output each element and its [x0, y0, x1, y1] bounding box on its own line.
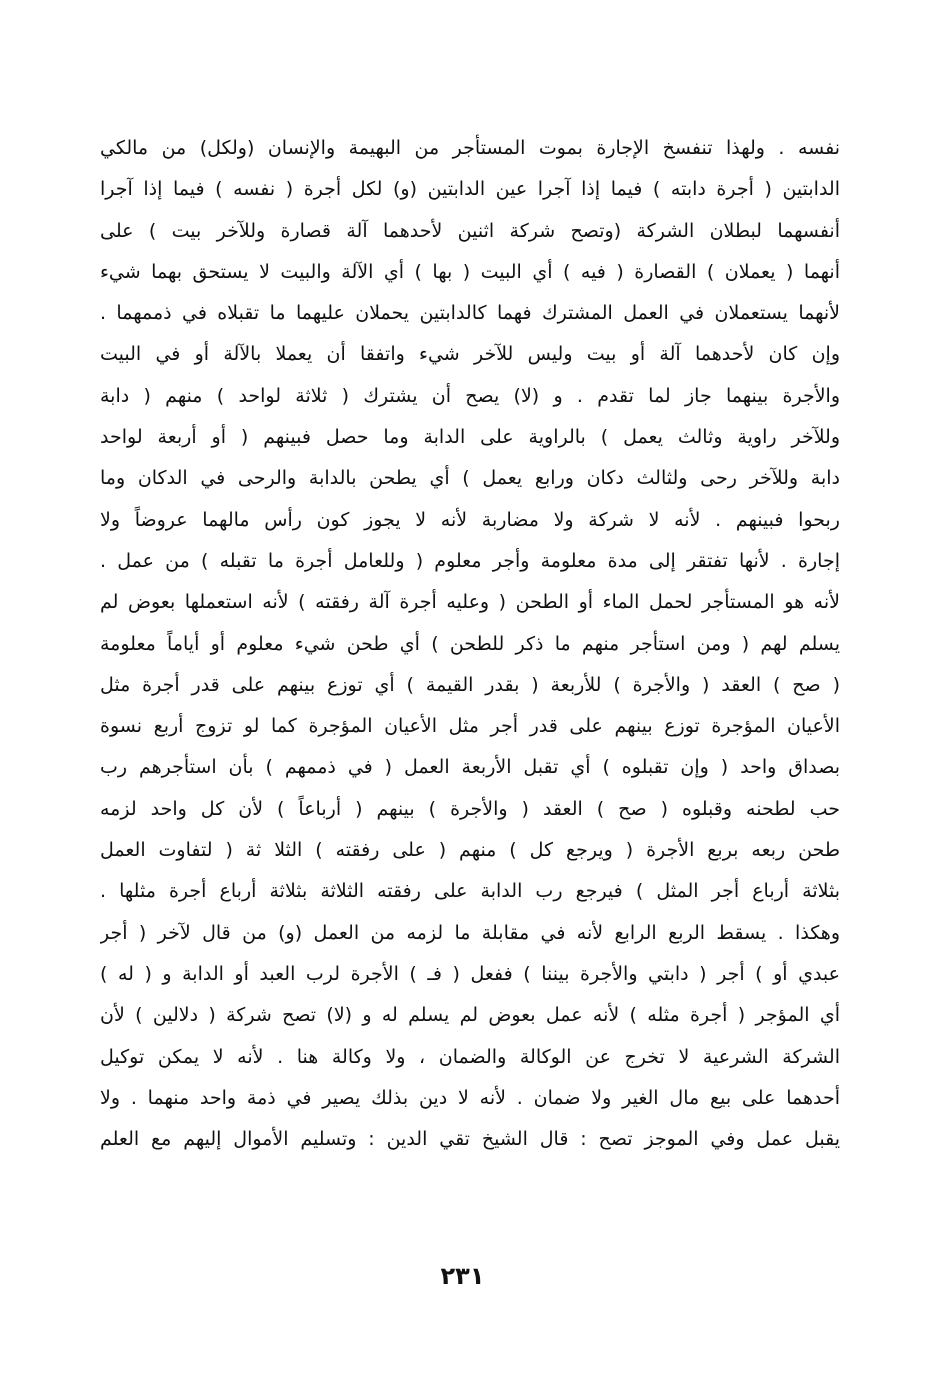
text-line: لأنه هو المستأجر لحمل الماء أو الطحن ( وعليه أجرة آلة رفقته ) لأنه استعملها بعوض لم — [100, 591, 840, 614]
text-line: أي المؤجر ( أجرة مثله ) لأنه عمل بعوض لم يسلم له و (لا) تصح شركة ( دلالين ) لأن — [100, 1004, 840, 1027]
text-line: وهكذا . يسقط الربع الرابع لأنه في مقابلة ما لزمه من العمل (و) من قال لآخر ( أجر — [100, 921, 840, 944]
text-line: حب لطحنه وقبلوه ( صح ) العقد ( والأجرة ) بينهم ( أرباعاً ) لأن كل واحد لزمه — [100, 797, 840, 820]
text-line: وللآخر راوية وثالث يعمل ) بالراوية على الدابة وما حصل فبينهم ( أو أربعة لواحد — [100, 426, 840, 449]
text-line: لأنهما يستعملان في العمل المشترك فهما كالدابتين يحملان عليهما ما تقبلاه في ذممهما . — [100, 302, 840, 325]
text-line: يسلم لهم ( ومن استأجر منهم ما ذكر للطحن ) أي طحن شيء معلوم أو أياماً معلومة — [100, 632, 840, 655]
text-line: طحن ربعه بربع الأجرة ( ويرجع كل ) منهم ( على رفقته ) الثلا ثة ( لتفاوت العمل — [100, 839, 840, 862]
text-line: بصداق واحد ( وإن تقبلوه ) أي تقبل الأربعة العمل ( في ذممهم ) بأن استأجرهم رب — [100, 756, 840, 779]
text-line: ( صح ) العقد ( والأجرة ) للأربعة ( بقدر القيمة ) أي توزع بينهم على قدر أجرة مثل — [100, 673, 840, 696]
text-line: أنهما ( يعملان ) القصارة ( فيه ) أي البيت ( بها ) أي الآلة والبيت لا يستحق بهما شيء — [100, 260, 840, 283]
text-line: الأعيان المؤجرة توزع بينهم على قدر أجر مثل الأعيان المؤجرة كما لو تزوج أربع نسوة — [100, 715, 840, 738]
text-line: إجارة . لأنها تفتقر إلى مدة معلومة وأجر معلوم ( وللعامل أجرة ما تقبله ) من عمل . — [100, 549, 840, 572]
text-line: أنفسهما لبطلان الشركة (وتصح شركة اثنين لأحدهما آلة قصارة وللآخر بيت ) على — [100, 219, 840, 242]
text-line: دابة وللآخر رحى ولثالث دكان ورابع يعمل ) أي يطحن بالدابة والرحى في الدكان وما — [100, 467, 840, 490]
text-line: والأجرة بينهما جاز لما تقدم . و (لا) يصح أن يشترك ( ثلاثة لواحد ) منهم ( دابة — [100, 384, 840, 407]
body-text — [100, 128, 840, 1160]
text-line: نفسه . ولهذا تنفسخ الإجارة بموت المستأجر من البهيمة والإنسان (ولكل) من مالكي — [100, 137, 840, 159]
text-line: الدابتين ( أجرة دابته ) فيما إذا آجرا عين الدابتين (و) لكل أجرة ( نفسه ) فيما إذا آجرا — [100, 178, 840, 201]
text-line: يقبل عمل وفي الموجز تصح : قال الشيخ تقي الدين : وتسليم الأموال إليهم مع العلم — [100, 1128, 840, 1151]
page-number: ٢٣١ — [440, 1262, 485, 1290]
text-line: الشركة الشرعية لا تخرج عن الوكالة والضمان ، ولا وكالة هنا . لأنه لا يمكن توكيل — [100, 1045, 840, 1068]
text-line: عبدي أو ) أجر ( دابتي والأجرة بيننا ) ففعل ( فـ ) الأجرة لرب العبد أو الدابة و ( له ) — [100, 962, 840, 985]
text-line: وإن كان لأحدهما آلة أو بيت وليس للآخر شيء واتفقا أن يعملا بالآلة أو في البيت — [100, 343, 840, 366]
text-line: بثلاثة أرباع أجر المثل ) فيرجع رب الدابة على رفقته الثلاثة بثلاثة أرباع أجرة مثلها . — [100, 880, 840, 903]
text-line: أحدهما على بيع مال الغير ولا ضمان . لأنه لا دين بذلك يصير في ذمة واحد منهما . ولا — [100, 1086, 840, 1109]
text-line: ربحوا فبينهم . لأنه لا شركة ولا مضاربة لأنه لا يجوز كون رأس مالهما عروضاً ولا — [100, 508, 840, 531]
